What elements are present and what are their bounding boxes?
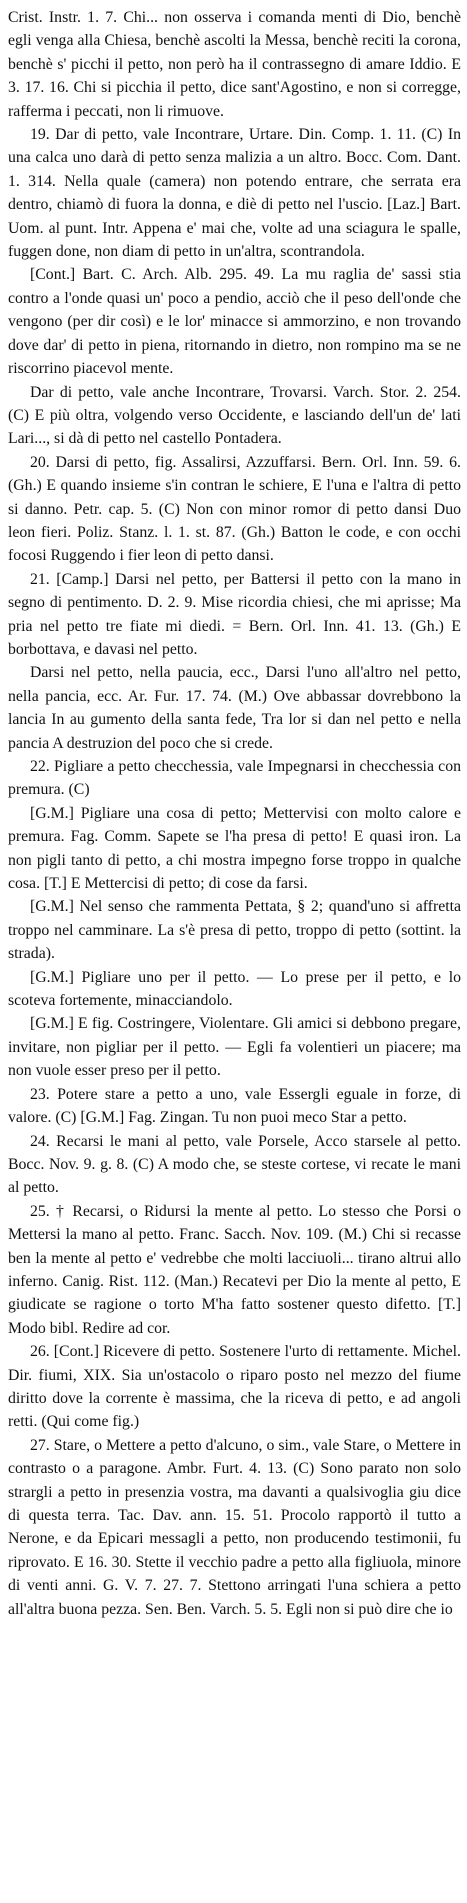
entry-22-gm-3: [G.M.] Pigliare uno per il petto. — Lo prese per il petto, e lo scoteva fortemente, minacciandolo. xyxy=(8,968,461,1010)
entry-continuation: Crist. Instr. 1. 7. Chi... non osserva i comanda menti di Dio, benchè egli venga alla Chiesa, benchè ascolti la Messa, benchè reciti la corona, benchè s' picchi il petto, non però ha il contrassegno di amare Iddio. E 3. 17. 16. Chi si picchia il petto, dice sant'Agostino, e non si corregge, rafferma i peccati, non li rimuove. xyxy=(8,9,461,120)
entry-19: 19. Dar di petto, vale Incontrare, Urtare. Din. Comp. 1. 11. (C) In una calca uno darà di petto senza malizia a un altro. Bocc. Com. Dant. 1. 314. Nella quale (camera) non potendo entrare, che serrata era dentro, chiamò di fuora la donna, e diè di petto nel l'uscio. [Laz.] Bart. Uom. al punt. Intr. Appena e' mai che, volte ad una sciagura le spalle, fuggen done, non diam di petto in un'altra, scontrandola. xyxy=(8,126,461,261)
entry-24: 24. Recarsi le mani al petto, vale Porsele, Acco starsele al petto. Bocc. Nov. 9. g. 8. (C) A modo che, se steste cortese, vi recate le mani al petto. xyxy=(8,1132,461,1197)
entry-21: 21. [Camp.] Darsi nel petto, per Battersi il petto con la mano in segno di pentimento. D. 2. 9. Mise ricordia chiesi, che mi aprisse; Ma pria nel petto tre fiate mi diedi. = Bern. Orl. Inn. 41. 13. (Gh.) E borbottava, e davasi nel petto. xyxy=(8,570,461,658)
entry-19-cont: [Cont.] Bart. C. Arch. Alb. 295. 49. La mu raglia de' sassi stia contro a l'onde quasi un' poco a pendio, acciò che il peso dell'onde che vengono (per dir così) e le lor' minacce si ammorzino, e non trovando dove dar' di petto in piena, ritornando in dietro, non rompino ma se ne riscorrino piacevol mente. xyxy=(8,266,461,378)
entry-25: 25. † Recarsi, o Ridursi la mente al petto. Lo stesso che Porsi o Mettersi la mano al petto. Franc. Sacch. Nov. 109. (M.) Chi si recasse ben la mente al petto e' vedrebbe che molti lacciuoli... tirano altrui allo inferno. Canig. Rist. 112. (Man.) Recatevi per Dio la mente al petto, E giudicate se ragione o torto M'ha fatto sostener questo difetto. [T.] Modo bibl. Redire ad cor. xyxy=(8,1202,461,1337)
entry-22-gm-1: [G.M.] Pigliare una cosa di petto; Mettervisi con molto calore e premura. Fag. Comm. Sapete se l'ha presa di petto! E quasi iron. La non pigli tanto di petto, a chi mostra impegno forse troppo in qualche cosa. [T.] E Mettercisi di petto; di cose da farsi. xyxy=(8,804,461,893)
entry-26: 26. [Cont.] Ricevere di petto. Sostenere l'urto di rettamente. Michel. Dir. fiumi, XIX. Sia un'ostacolo o riparo posto nel mezzo del fiume diritto dove la corrente è massima, che la riceva di petto, e ad angoli retti. (Qui come fig.) xyxy=(8,1343,461,1431)
entry-27: 27. Stare, o Mettere a petto d'alcuno, o sim., vale Stare, o Mettere in contrasto o a paragone. Ambr. Furt. 4. 13. (C) Sono parato non solo strargli a petto in presenzia vostra, ma davanti a qualsivoglia giu dice di questa terra. Tac. Dav. ann. 15. 51. Procolo rapportò il tutto a Nerone, e da Epicari messagli a petto, non producendo testimonii, fu riprovato. E 16. 30. Stette il vecchio padre a petto alla figliuola, minore di venti anni. G. V. 7. 27. 7. Stettono arringati l'una schiera a petto all'altra buona pezza. Sen. Ben. Varch. 5. 5. Egli non si può dire che io xyxy=(8,1436,461,1618)
entry-21-pancia: Darsi nel petto, nella paucia, ecc., Darsi l'uno all'altro nel petto, nella pancia, ecc. Ar. Fur. 17. 74. (M.) Ove abbassar dovrebbono la lancia In au gumento della santa fede, Tra lor si dan nel petto e nella pancia A destruzion del poco che si crede. xyxy=(8,664,461,752)
entry-22: 22. Pigliare a petto checchessia, vale Impegnarsi in checchessia con premura. (C) xyxy=(8,758,461,799)
entry-19-anche: Dar di petto, vale anche Incontrare, Trovarsi. Varch. Stor. 2. 254. (C) E più oltra, volgendo verso Occidente, e lasciando dell'un de' lati Lari..., si dà di petto nel castello Pontadera. xyxy=(8,383,461,448)
entry-22-gm-4: [G.M.] E fig. Costringere, Violentare. Gli amici si debbono pregare, invitare, non pigliar per il petto. — Egli fa volentieri un piacere; ma non vuole esser preso per il petto. xyxy=(8,1015,461,1080)
entry-22-gm-2: [G.M.] Nel senso che rammenta Pettata, § 2; quand'uno si affretta troppo nel camminare. La s'è presa di petto, troppo di petto (sottint. la strada). xyxy=(8,898,461,963)
entry-23: 23. Potere stare a petto a uno, vale Essergli eguale in forze, di valore. (C) [G.M.] Fag. Zingan. Tu non puoi meco Star a petto. xyxy=(8,1085,461,1127)
entry-20: 20. Darsi di petto, fig. Assalirsi, Azzuffarsi. Bern. Orl. Inn. 59. 6. (Gh.) E quando insieme s'in contran le schiere, E l'una e l'altra di petto si danno. Petr. cap. 5. (C) Non con minor romor di petto dansi Duo leon fieri. Poliz. Stanz. l. 1. st. 87. (Gh.) Batton le code, e con occhi focosi Ruggendo i fier leon di petto dansi. xyxy=(8,453,461,565)
